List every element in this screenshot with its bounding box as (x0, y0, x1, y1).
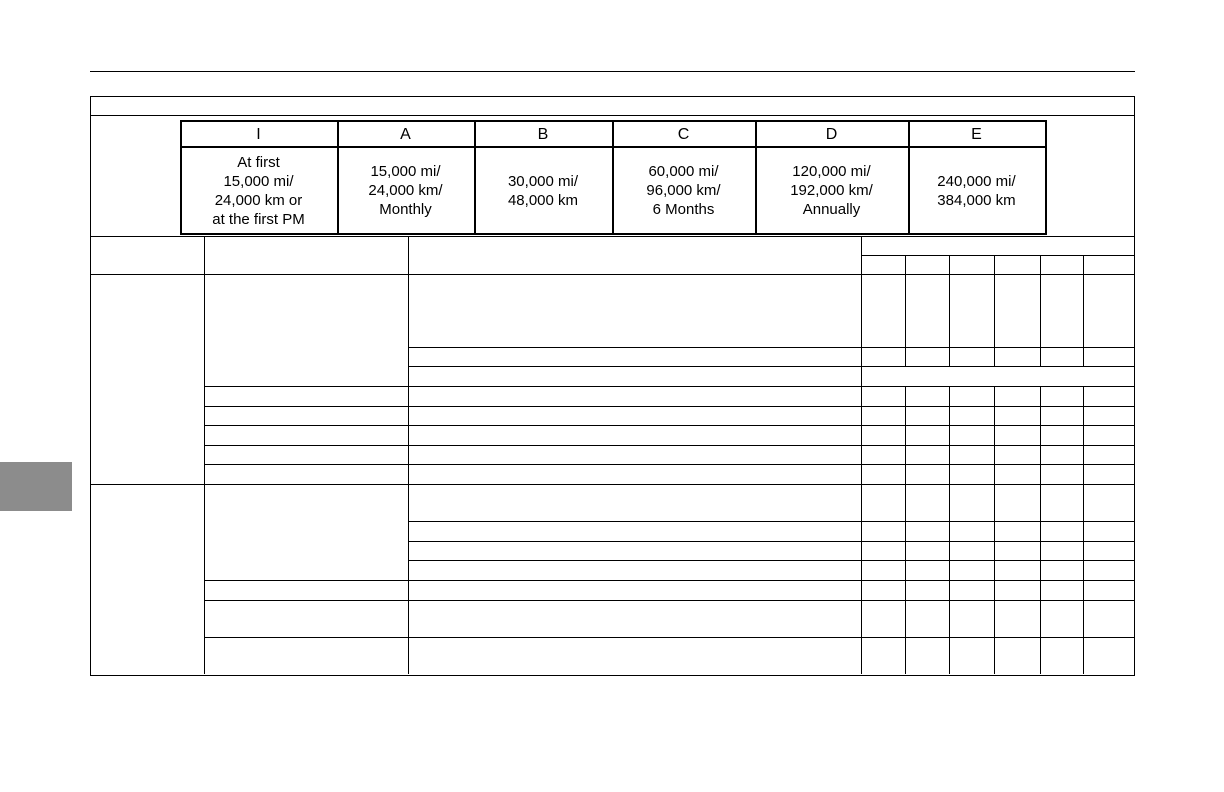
row-rule (204, 425, 1134, 426)
interval-subcolumn-rule (994, 386, 995, 674)
legend-interval-line: Annually (802, 201, 861, 218)
interval-subcolumn-rule (905, 255, 906, 366)
interval-subheader-rule (861, 255, 1134, 256)
legend-interval-line: 30,000 mi/ (507, 172, 579, 190)
legend-interval-line: 15,000 mi/ (370, 163, 441, 180)
legend-interval-line: 120,000 mi/ (792, 163, 871, 180)
legend-interval-e (908, 148, 1045, 233)
column-rule-description (408, 236, 409, 674)
row-rule (408, 560, 1134, 561)
legend-interval-line: 48,000 km (507, 191, 579, 209)
legend-key-b: B (537, 125, 549, 143)
row-rule (204, 445, 1134, 446)
interval-subcolumn-rule (1040, 255, 1041, 366)
section-thumb-tab (0, 462, 72, 511)
row-rule (204, 580, 1134, 581)
row-rule (204, 637, 1134, 638)
interval-subcolumn-rule (1083, 386, 1084, 674)
interval-subcolumn-rule (1083, 255, 1084, 366)
row-rule (204, 464, 1134, 465)
section-rule (90, 484, 1134, 485)
legend-interval-line: 60,000 mi/ (648, 163, 719, 180)
legend-interval-line: 24,000 km/ (368, 182, 443, 199)
legend-interval-line: 192,000 km/ (790, 182, 873, 199)
legend-interval-line: 240,000 mi/ (937, 172, 1016, 190)
interval-subcolumn-rule (994, 255, 995, 366)
legend-interval-line: Monthly (379, 201, 432, 218)
interval-subcolumn-rule (949, 386, 950, 674)
legend-interval-line: At first (237, 153, 280, 171)
column-rule-interval (861, 236, 862, 674)
legend-interval-text (212, 153, 305, 229)
interval-subcolumn-rule (1040, 386, 1041, 674)
page-header-rule (90, 71, 1135, 72)
interval-subcolumn-rule (905, 386, 906, 674)
row-rule (408, 541, 1134, 542)
legend-interval-line: 15,000 mi/ (223, 172, 294, 190)
interval-subcolumn-rule (949, 255, 950, 366)
legend-interval-line: 96,000 km/ (646, 182, 721, 199)
row-rule (408, 521, 1134, 522)
legend-interval-line: at the first PM (212, 210, 305, 228)
legend-interval-d (755, 148, 908, 233)
row-rule (408, 347, 1134, 348)
legend-interval-b (474, 148, 612, 233)
legend-interval-text (790, 162, 873, 219)
legend-interval-line: 24,000 km or (214, 191, 303, 209)
legend-key-a: A (400, 125, 411, 143)
legend-interval-line: 384,000 km (937, 191, 1016, 209)
legend-interval-a (337, 148, 474, 233)
legend-interval-i (180, 148, 337, 233)
legend-interval-text (368, 162, 442, 219)
legend-rule (1045, 120, 1047, 235)
legend-key-c: C (677, 125, 690, 143)
legend-interval-c (612, 148, 755, 233)
legend-interval-text (646, 162, 720, 219)
header-bottom-rule (90, 274, 1134, 275)
legend-interval-text (937, 172, 1015, 210)
row-rule (204, 386, 1134, 387)
legend-interval-line: 6 Months (652, 201, 715, 218)
row-rule (204, 406, 1134, 407)
title-row-rule (90, 115, 1134, 116)
legend-key-i: I (256, 125, 261, 143)
legend-key-d: D (825, 125, 838, 143)
legend-block-rule (90, 236, 1134, 237)
column-rule-item (204, 236, 205, 674)
legend-interval-text (508, 172, 578, 210)
row-rule (204, 600, 1134, 601)
legend-key-e: E (971, 125, 982, 143)
row-rule (408, 366, 1134, 367)
